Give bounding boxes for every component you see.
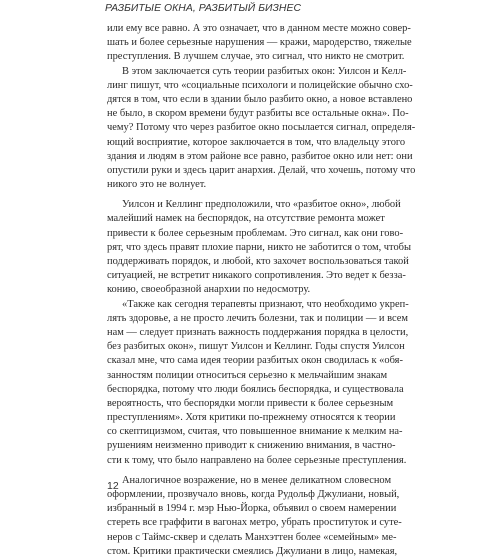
text-line: лять здоровье, а не просто лечить болезни, так и полиции — и всем	[107, 312, 408, 324]
text-line: «Также как сегодня терапевты признают, что необходимо укреп-	[122, 298, 409, 310]
text-line: шать и более серьезные нарушения — кражи, мародерство, тяжелые	[107, 37, 412, 49]
text-line: дятся в том, что если в здании было разбито окно, а новое вставлено	[107, 93, 413, 105]
text-line: привести к более серьезным проблемам. Это сигнал, как они гово-	[107, 227, 404, 239]
text-line: сти к тому, что было направлено на более серьезные преступления.	[107, 454, 407, 466]
text-line: стом. Критики практически смеялись Джулиани в лицо, намекая,	[107, 545, 398, 557]
text-line: Уилсон и Келлинг предположили, что «разбитое окно», любой	[122, 199, 401, 211]
text-line: рят, что здесь правят плохие парни, никто не заботится о том, чтобы	[107, 241, 411, 253]
text-line: или ему все равно. А это означает, что в данном месте можно совер-	[107, 23, 411, 34]
paragraph-3	[107, 198, 427, 297]
text-line: занностям полиции относиться серьезно к мельчайшим знакам	[107, 369, 388, 381]
paragraph-1	[107, 22, 427, 65]
text-line: нам — следует признать важность поддержания порядка в целости,	[107, 326, 409, 338]
text-line: Аналогичное возражение, но в менее деликатном словесном	[122, 474, 392, 486]
text-line: конию, своеобразной анархии по недосмотру.	[107, 284, 311, 296]
text-line: вероятность, что беспорядки могли привести к более серьезным	[107, 397, 394, 409]
text-line: линг пишут, что «социальные психологи и полицейские обычно схо-	[107, 79, 413, 91]
text-line: без разбитых окон», пишут Уилсон и Келлинг. Годы спустя Уилсон	[107, 341, 405, 353]
text-line: преступлениям». Хотя критики по-прежнему относятся к теории	[107, 412, 396, 424]
text-line: опустили руки и здесь царит анархия. Делай, что хочешь, потому что	[107, 164, 416, 176]
text-line: ющий восприятие, которое заключается в том, что владельцу этого	[107, 136, 406, 148]
text-line: беспорядка, потому что люди боялись беспорядка, и существовала	[107, 383, 404, 395]
text-line: стереть все граффити в вагонах метро, убрать проституток и суте-	[107, 517, 402, 529]
paragraph-2	[107, 65, 427, 193]
running-head: РАЗБИТЫЕ ОКНА, РАЗБИТЫЙ БИЗНЕС	[105, 3, 302, 14]
page-number: 12	[107, 480, 119, 492]
text-line: В этом заключается суть теории разбитых окон: Уилсон и Келл-	[122, 65, 407, 77]
body-text	[107, 22, 427, 559]
text-line: сказал мне, что сама идея теории разбитых окон сводилась к «обя-	[107, 355, 403, 367]
text-line: никого это не волнует.	[107, 179, 207, 191]
text-line: со скептицизмом, считая, что повышенное внимание к мелким на-	[107, 426, 403, 438]
text-line: избранный в 1994 г. мэр Нью-Йорка, объявил о своем намерении	[107, 503, 397, 515]
text-line: чему? Потому что через разбитое окно посылается сигнал, определя-	[107, 122, 416, 134]
text-line: неров с Таймс-сквер и сделать Манхэттен более «семейным» ме-	[107, 531, 397, 543]
text-line: оформлении, прозвучало вновь, когда Рудольф Джулиани, новый,	[107, 489, 400, 500]
paragraph-5	[107, 474, 427, 559]
text-line: преступления. В лучшем случае, это сигнал, что никто не смотрит.	[107, 51, 405, 63]
text-line: поддерживать порядок, и любой, кто захочет воспользоваться такой	[107, 256, 409, 267]
text-line: рушениям неизменно приводит к снижению внимания, в частно-	[107, 440, 396, 452]
text-line: здания и людям в этом районе все равно, разбитое окно или нет: они	[107, 150, 413, 162]
text-line: ситуацией, не встретит никакого сопротивления. Это ведет к безза-	[107, 270, 406, 282]
text-line: малейший намек на беспорядок, на отсутствие ремонта может	[107, 213, 385, 225]
text-line: не было, в скором времени будут разбиты все остальные окна». По-	[107, 108, 409, 120]
paragraph-4	[107, 298, 427, 468]
